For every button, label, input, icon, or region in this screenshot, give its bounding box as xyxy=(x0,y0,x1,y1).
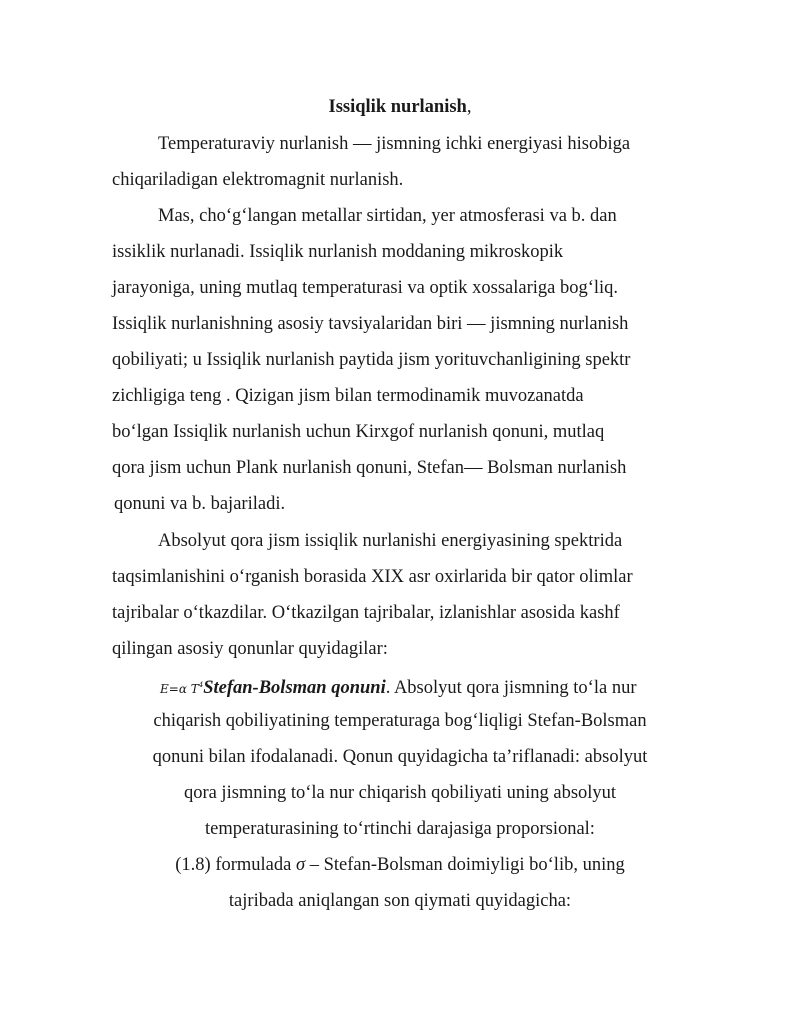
eq-text-after: – Stefan-Bolsman doimiyligi bo‘lib, uning xyxy=(305,855,625,875)
paragraph-line: qilingan asosiy qonunlar quyidagilar: xyxy=(112,639,388,659)
paragraph-line: qobiliyati; u Issiqlik nurlanish paytida jism yorituvchanligining spektr xyxy=(112,350,631,370)
formula-exponent: 4 xyxy=(198,681,204,689)
document-title xyxy=(0,95,800,119)
centered-line: temperaturasining to‘rtinchi darajasiga proporsional: xyxy=(205,819,595,839)
centered-line: chiqarish qobiliyatining temperaturaga bog‘liqligi Stefan-Bolsman xyxy=(153,711,647,731)
paragraph-line: taqsimlanishini o‘rganish borasida XIX asr oxirlarida bir qator olimlar xyxy=(112,567,633,587)
sigma-symbol: σ xyxy=(295,855,306,875)
paragraph-line: issiklik nurlanadi. Issiqlik nurlanish moddaning mikroskopik xyxy=(112,242,564,262)
paragraph-line: qonuni va b. bajariladi. xyxy=(114,494,286,514)
stefan-boltzmann-formula xyxy=(160,682,203,696)
title-suffix: , xyxy=(466,97,472,117)
law-name: Stefan-Bolsman qonuni xyxy=(203,678,386,698)
paragraph-line: Mas, cho‘g‘langan metallar sirtidan, yer atmosferasi va b. dan xyxy=(158,206,617,226)
formula-base: E=α T xyxy=(160,682,199,696)
centered-line: qonuni bilan ifodalanadi. Qonun quyidagicha ta’riflanadi: absolyut xyxy=(152,747,648,767)
paragraph-line: zichligiga teng . Qizigan jism bilan termodinamik muvozanatda xyxy=(112,386,584,406)
law-text: . Absolyut qora jismning to‘la nur xyxy=(385,678,637,698)
title-text: Issiqlik nurlanish xyxy=(328,97,467,117)
paragraph-line: bo‘lgan Issiqlik nurlanish uchun Kirxgof nurlanish qonuni, mutlaq xyxy=(112,422,605,442)
paragraph-line: Issiqlik nurlanishning asosiy tavsiyalaridan biri — jismning nurlanish xyxy=(112,314,629,334)
centered-line: qora jismning to‘la nur chiqarish qobiliyati uning absolyut xyxy=(183,783,617,803)
paragraph-line: Absolyut qora jism issiqlik nurlanishi energiyasining spektrida xyxy=(158,531,623,551)
paragraph-line: jarayoniga, uning mutlaq temperaturasi va optik xossalariga bog‘liq. xyxy=(112,278,619,298)
centered-line: tajribada aniqlangan son qiymati quyidagicha: xyxy=(228,891,572,911)
formula-line xyxy=(160,673,636,701)
paragraph-line: Temperaturaviy nurlanish — jismning ichki energiyasi hisobiga xyxy=(158,134,631,154)
paragraph-line: chiqariladigan elektromagnit nurlanish. xyxy=(112,170,404,190)
paragraph-line: qora jism uchun Plank nurlanish qonuni, Stefan— Bolsman nurlanish xyxy=(112,458,627,478)
eq-text-before: (1.8) formulada xyxy=(175,855,296,875)
paragraph-line: tajribalar o‘tkazdilar. O‘tkazilgan tajribalar, izlanishlar asosida kashf xyxy=(112,603,620,623)
equation-reference-line xyxy=(0,853,800,877)
